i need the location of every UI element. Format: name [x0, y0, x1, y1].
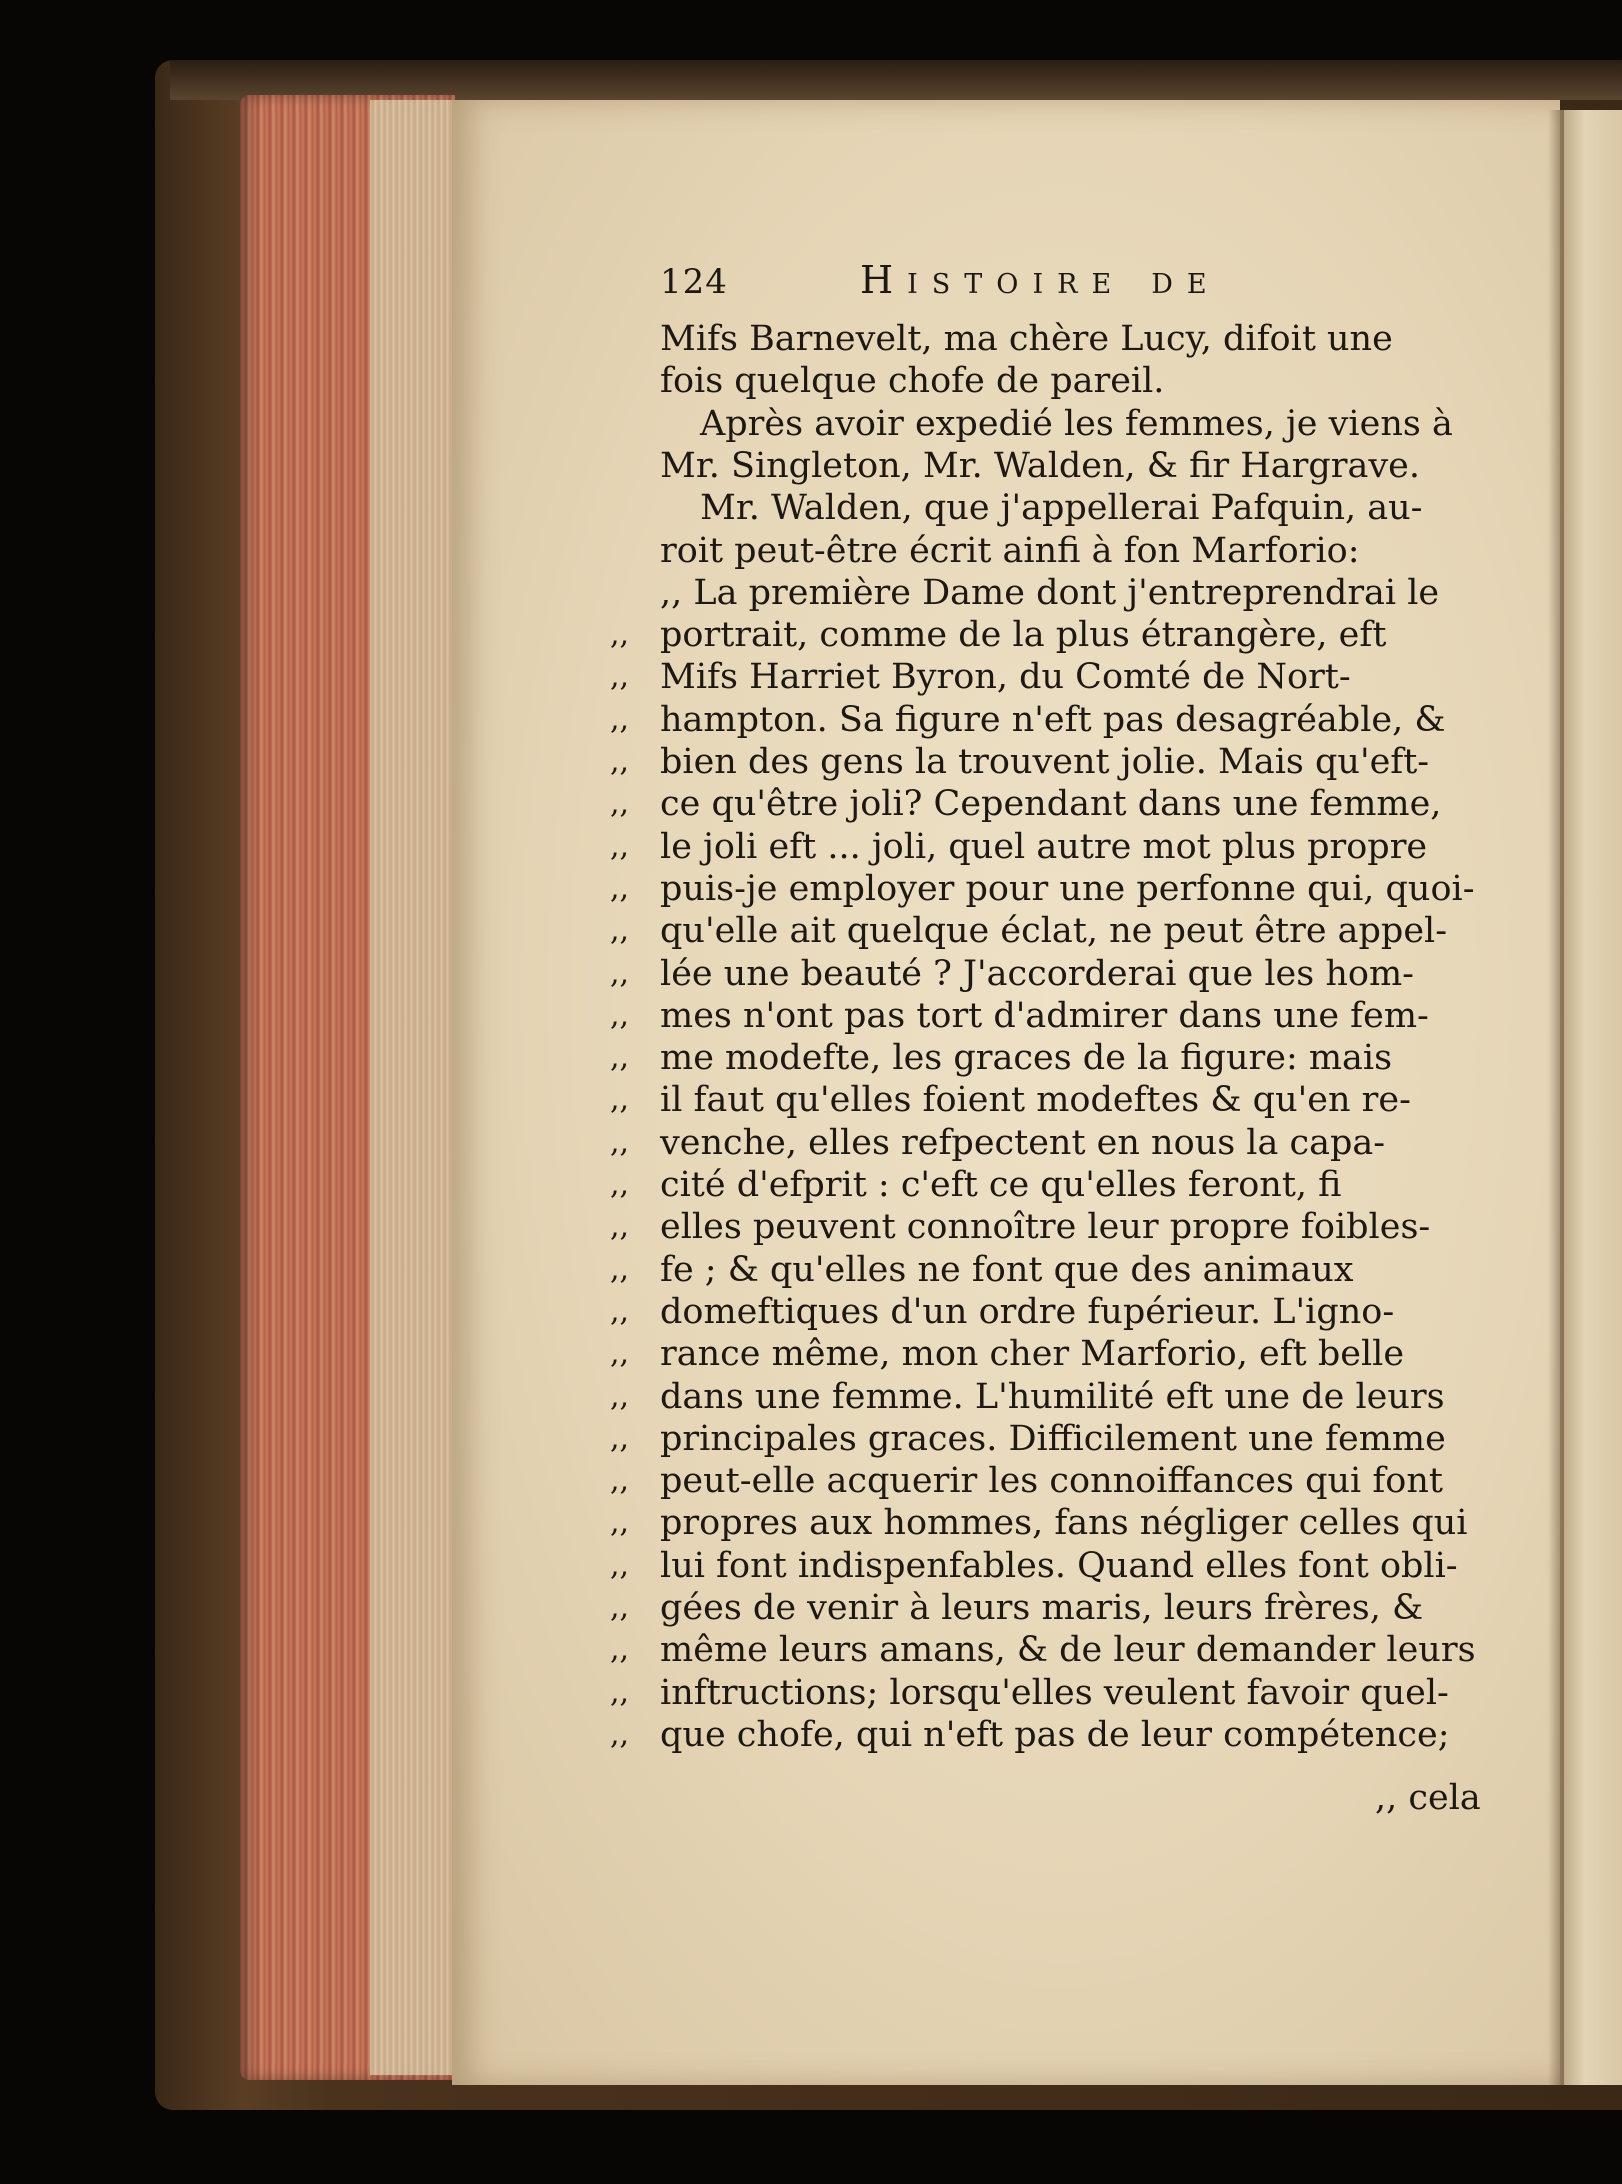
running-head: [660, 258, 1310, 310]
text-line: Mr. Walden, que j'appellerai Pafquin, au-: [700, 488, 1423, 529]
text-line: même leurs amans, & de leur demander leurs: [660, 1630, 1476, 1671]
quote-mark: ,,: [610, 1082, 630, 1118]
quote-mark: ,,: [610, 1463, 630, 1499]
book-cover-top-edge: [170, 60, 1622, 100]
quote-mark: ,,: [610, 870, 630, 906]
quote-mark: ,,: [610, 1124, 630, 1160]
text-line: principales graces. Difficilement une femme: [660, 1418, 1446, 1459]
text-line: Après avoir expedié les femmes, je viens à: [700, 403, 1453, 444]
text-line: domeftiques d'un ordre fupérieur. L'igno-: [660, 1291, 1395, 1332]
text-line: ce qu'être joli? Cependant dans une femme,: [660, 784, 1442, 825]
quote-mark: ,,: [610, 997, 630, 1033]
quote-mark: ,,: [610, 701, 630, 737]
quote-mark: ,,: [610, 1590, 630, 1625]
text-line: Mifs Barnevelt, ma chère Lucy, difoit une: [660, 319, 1393, 359]
quote-mark: ,,: [610, 1336, 630, 1372]
quote-mark: ,,: [610, 1674, 630, 1710]
quote-mark: ,,: [610, 659, 630, 695]
text-line: ,, La première Dame dont j'entreprendrai le: [660, 572, 1440, 613]
quote-mark: ,,: [610, 1251, 630, 1287]
quote-mark: ,,: [610, 1209, 630, 1245]
text-line: portrait, comme de la plus étrangère, eft: [660, 615, 1387, 656]
text-line: propres aux hommes, fans négliger celles qui: [660, 1503, 1468, 1544]
facing-page-edge: [1560, 110, 1622, 2085]
quote-mark: ,,: [610, 828, 630, 864]
text-line: inftructions; lorsqu'elles veulent favoir quel-: [660, 1672, 1449, 1713]
text-line: bien des gens la trouvent jolie. Mais qu'eft-: [660, 742, 1430, 782]
page-number: 124: [660, 262, 728, 302]
quote-mark: ,,: [610, 1505, 630, 1541]
text-line: me modefte, les graces de la figure: mais: [660, 1038, 1393, 1079]
text-line: cité d'efprit : c'eft ce qu'elles feront, fi: [660, 1165, 1342, 1205]
quote-mark: ,,: [610, 1378, 630, 1414]
text-line: rance même, mon cher Marforio, eft belle: [660, 1334, 1405, 1375]
text-line: hampton. Sa figure n'eft pas desagréable, &: [660, 699, 1446, 740]
quote-mark: ,,: [610, 744, 630, 779]
quote-mark: ,,: [610, 913, 630, 949]
text-line: il faut qu'elles foient modeftes & qu'en re-: [660, 1080, 1411, 1121]
text-line: Mr. Singleton, Mr. Walden, & fir Hargrave.: [660, 445, 1421, 486]
text-line: fe ; & qu'elles ne font que des animaux: [660, 1249, 1354, 1290]
running-title: Histoire de: [860, 258, 1221, 302]
text-line: qu'elle ait quelque éclat, ne peut être appel-: [660, 911, 1448, 952]
quote-mark: ,,: [610, 1293, 630, 1329]
catchword: ,, cela: [1375, 1778, 1481, 1818]
text-line: Mifs Harriet Byron, du Comté de Nort-: [660, 657, 1351, 698]
text-line: lui font indispenfables. Quand elles font obli-: [660, 1545, 1458, 1586]
text-line: mes n'ont pas tort d'admirer dans une fem-: [660, 995, 1429, 1036]
text-line: le joli eft ... joli, quel autre mot plus propre: [660, 826, 1428, 867]
quote-mark: ,,: [610, 617, 630, 653]
quote-mark: ,,: [610, 1632, 630, 1668]
quote-mark: ,,: [610, 1547, 630, 1583]
text-line: peut-elle acquerir les connoiffances qui font: [660, 1461, 1443, 1502]
gutter-shadow: [1548, 110, 1564, 2085]
page-edges-inner: [370, 100, 455, 2075]
text-line: elles peuvent connoître leur propre foibles-: [660, 1207, 1431, 1248]
text-line: que chofe, qui n'eft pas de leur compétence;: [660, 1714, 1450, 1755]
text-line: lée une beauté ? J'accorderai que les hom-: [660, 953, 1414, 994]
quote-mark: ,,: [610, 1040, 630, 1076]
text-line: gées de venir à leurs maris, leurs frères, &: [660, 1588, 1424, 1628]
quote-mark: ,,: [610, 1716, 630, 1752]
text-line: roit peut-être écrit ainfi à fon Marforio:: [660, 530, 1360, 571]
text-line: fois quelque chofe de pareil.: [660, 361, 1165, 402]
quote-mark: ,,: [610, 955, 630, 991]
quote-mark: ,,: [610, 1420, 630, 1456]
quote-mark: ,,: [610, 786, 630, 822]
text-line: dans une femme. L'humilité eft une de leurs: [660, 1376, 1445, 1417]
quote-mark: ,,: [610, 1167, 630, 1202]
text-line: venche, elles refpectent en nous la capa-: [660, 1122, 1386, 1163]
text-line: puis-je employer pour une perfonne qui, quoi-: [660, 868, 1475, 909]
